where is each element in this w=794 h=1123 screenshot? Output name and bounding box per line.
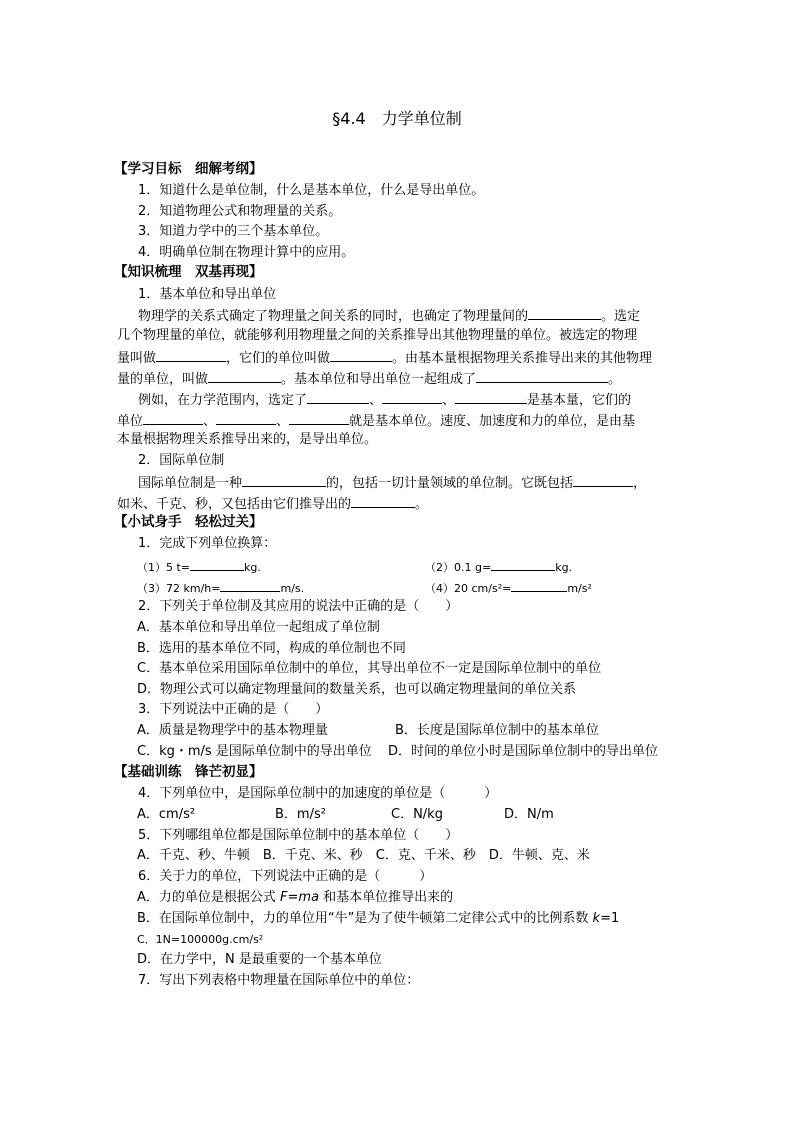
section-heading-practice: 【小试身手 轻松过关】 <box>114 514 263 530</box>
fill-blank[interactable] <box>242 473 326 487</box>
fill-blank[interactable] <box>143 411 203 425</box>
fill-blank[interactable] <box>220 578 280 592</box>
option[interactable]: A．力的单位是根据公式 F=ma 和基本单位推导出来的 <box>137 890 454 905</box>
fill-blank[interactable] <box>455 390 527 404</box>
paragraph-line: 例如，在力学范围内，选定了 、 、 是基本量，它们的 <box>138 390 631 409</box>
goal-item: 1．知道什么是单位制，什么是基本单位，什么是导出单位。 <box>138 183 485 198</box>
option[interactable]: A．基本单位和导出单位一起组成了单位制 <box>137 620 380 635</box>
formula: F=ma <box>280 890 320 905</box>
coefficient: k <box>592 911 601 926</box>
question-6: 6．关于力的单位，下列说法中正确的是（ ） <box>138 869 433 884</box>
question-2: 2．下列关于单位制及其应用的说法中正确的是（ ） <box>138 599 459 614</box>
page-title: §4.4 力学单位制 <box>332 109 462 128</box>
goal-item: 3．知道力学中的三个基本单位。 <box>138 224 329 239</box>
option[interactable]: C．N/kg <box>391 807 443 822</box>
option[interactable]: D．物理公式可以确定物理量间的数量关系，也可以确定物理量间的单位关系 <box>137 682 577 697</box>
fill-blank[interactable] <box>476 369 608 383</box>
question-3: 3．下列说法中正确的是（ ） <box>138 702 329 717</box>
fill-blank[interactable] <box>307 390 369 404</box>
option-row[interactable]: A．千克、秒、牛顿 B．千克、米、秒 C．克、千米、秒 D．牛顿、克、米 <box>137 848 590 863</box>
option[interactable]: C．kg・m/s 是国际单位制中的导出单位 <box>137 744 372 759</box>
fill-blank[interactable] <box>528 306 601 320</box>
conversion-2: （2）0.1 g= kg. <box>425 557 572 576</box>
section-heading-basic-training: 【基础训练 锋芒初显】 <box>114 764 263 780</box>
fill-blank[interactable] <box>156 348 226 362</box>
question-4: 4．下列单位中，是国际单位制中的加速度的单位是（ ） <box>138 786 498 801</box>
option[interactable]: B．长度是国际单位制中的基本单位 <box>395 723 599 738</box>
goal-item: 4．明确单位制在物理计算中的应用。 <box>138 245 355 260</box>
option[interactable]: B．选用的基本单位不同，构成的单位制也不同 <box>137 641 406 656</box>
option[interactable]: A．cm/s² <box>137 807 196 822</box>
option[interactable]: B．m/s² <box>275 807 326 822</box>
option[interactable]: A．质量是物理学中的基本物理量 <box>137 723 328 738</box>
fill-blank[interactable] <box>511 578 567 592</box>
paragraph-line: 本量根据物理关系推导出来的，是导出单位。 <box>117 432 378 447</box>
option[interactable]: D．在力学中，N 是最重要的一个基本单位 <box>137 952 382 967</box>
section-heading-learning-goals: 【学习目标 细解考纲】 <box>114 161 263 177</box>
option[interactable]: D．N/m <box>504 807 554 822</box>
fill-blank[interactable] <box>351 494 415 508</box>
fill-blank[interactable] <box>573 473 633 487</box>
question-1: 1．完成下列单位换算： <box>138 536 277 551</box>
paragraph-line: 如米、千克、秒，又包括由它们推导出的 。 <box>117 494 428 513</box>
option[interactable]: C．基本单位采用国际单位制中的单位，其导出单位不一定是国际单位制中的单位 <box>137 661 602 676</box>
question-5: 5．下列哪组单位都是国际单位制中的基本单位（ ） <box>138 828 459 843</box>
fill-blank[interactable] <box>289 411 349 425</box>
paragraph-line: 国际单位制是一种 的，包括一切计量领域的单位制。它既包括 ， <box>138 473 646 492</box>
conversion-4: （4）20 cm/s²= m/s² <box>425 578 592 597</box>
option[interactable]: B．在国际单位制中，力的单位用“牛”是为了使牛顿第二定律公式中的比例系数 k=1 <box>137 911 620 926</box>
subheading-basic-units: 1．基本单位和导出单位 <box>138 287 277 302</box>
goal-item: 2．知道物理公式和物理量的关系。 <box>138 204 342 219</box>
paragraph-line: 量叫做 ，它们的单位叫做 。由基本量根据物理关系推导出来的其他物理 <box>117 348 652 367</box>
fill-blank[interactable] <box>216 411 276 425</box>
section-heading-knowledge: 【知识梳理 双基再现】 <box>114 264 263 280</box>
fill-blank[interactable] <box>190 557 244 571</box>
conversion-3: （3）72 km/h= m/s. <box>137 578 304 597</box>
fill-blank[interactable] <box>491 557 555 571</box>
fill-blank[interactable] <box>382 390 442 404</box>
option[interactable]: C．1N=100000g.cm/s² <box>137 933 264 946</box>
fill-blank[interactable] <box>208 369 281 383</box>
paragraph-line: 量的单位，叫做 。基本单位和导出单位一起组成了 。 <box>117 369 621 388</box>
subheading-si: 2．国际单位制 <box>138 453 225 468</box>
option[interactable]: D．时间的单位小时是国际单位制中的导出单位 <box>388 744 659 759</box>
paragraph-line: 物理学的关系式确定了物理量之间关系的同时，也确定了物理量间的 。选定 <box>138 306 640 325</box>
paragraph-line: 几个物理量的单位，就能够利用物理量之间的关系推导出其他物理量的单位。被选定的物理 <box>117 328 638 343</box>
paragraph-line: 单位 、 、 就是基本单位。速度、加速度和力的单位，是由基 <box>117 411 635 430</box>
question-7: 7．写出下列表格中物理量在国际单位中的单位： <box>138 973 420 988</box>
conversion-1: （1）5 t= kg. <box>137 557 261 576</box>
fill-blank[interactable] <box>330 348 392 362</box>
